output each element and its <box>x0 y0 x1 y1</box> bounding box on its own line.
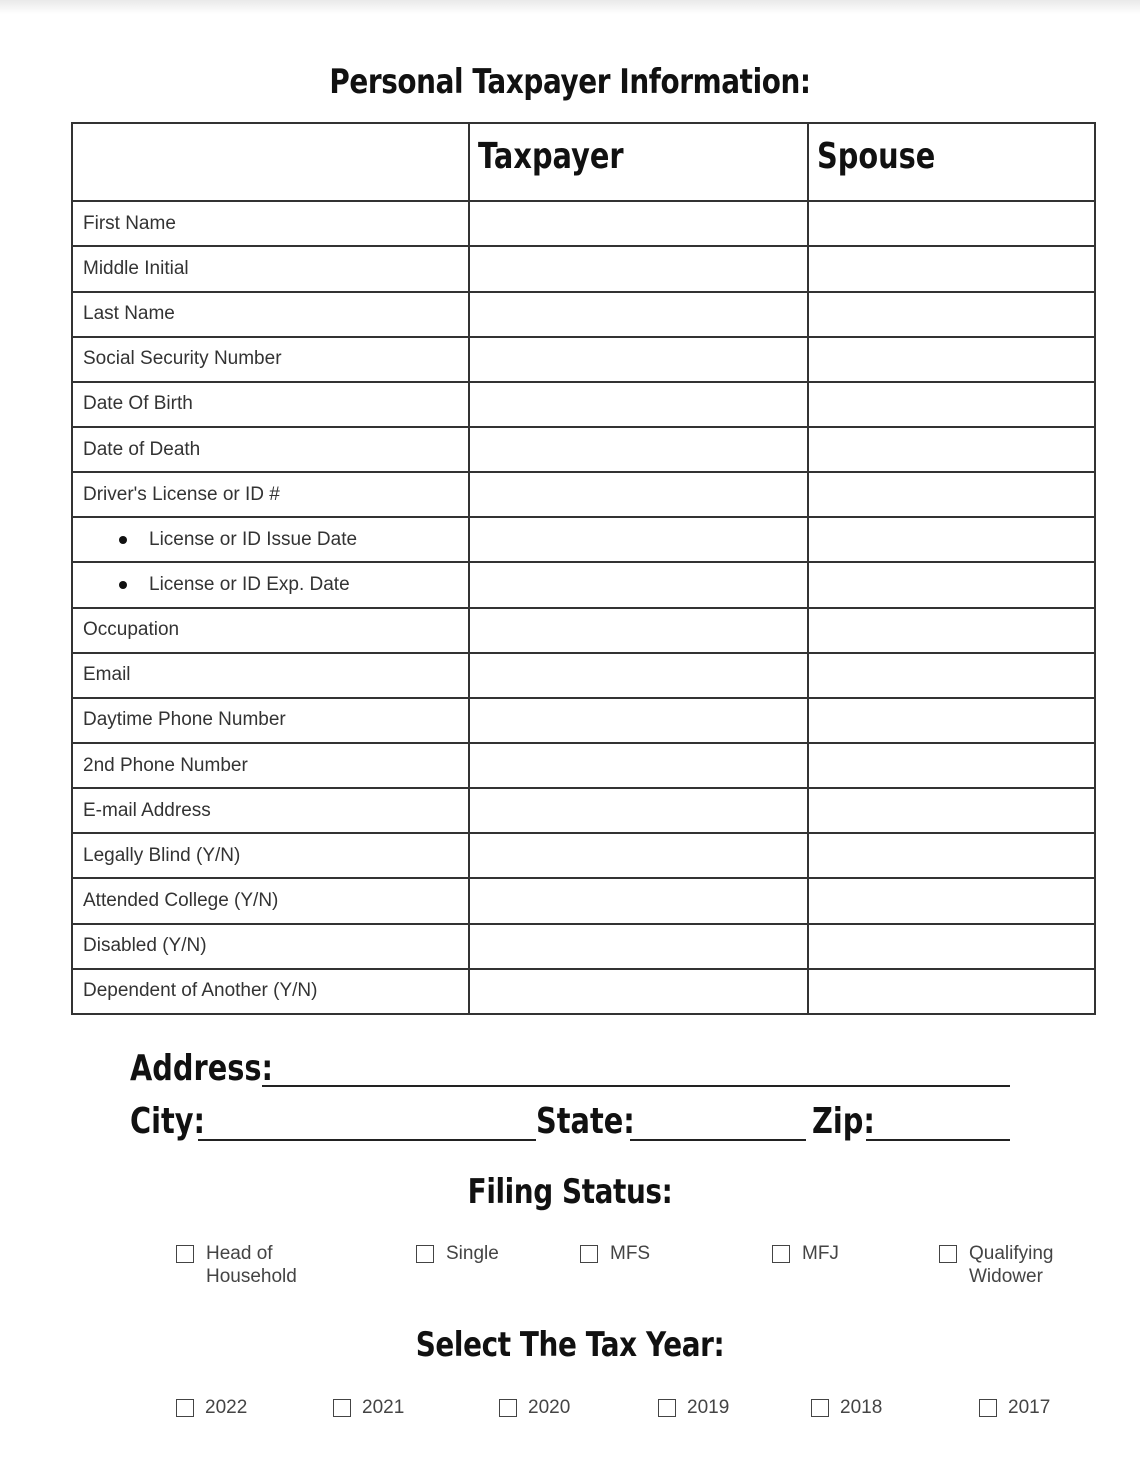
row-label: Email <box>83 664 131 686</box>
taxpayer-field[interactable] <box>469 201 808 246</box>
checkbox-qualifying-widower[interactable] <box>939 1245 957 1263</box>
table-row <box>72 427 1095 472</box>
row-label: 2nd Phone Number <box>83 754 248 776</box>
table-row <box>72 517 1095 562</box>
table-row <box>72 608 1095 653</box>
checkbox-year-2018[interactable] <box>811 1399 829 1417</box>
taxpayer-field[interactable] <box>469 743 808 788</box>
row-label-cell <box>72 653 469 698</box>
spouse-field[interactable] <box>808 427 1095 472</box>
table-row <box>72 292 1095 337</box>
table-row <box>72 788 1095 833</box>
row-label-cell <box>72 924 469 969</box>
spouse-field[interactable] <box>808 833 1095 878</box>
taxpayer-field[interactable] <box>469 292 808 337</box>
table-row <box>72 698 1095 743</box>
row-label: Attended College (Y/N) <box>83 889 279 911</box>
row-label: Disabled (Y/N) <box>83 935 207 957</box>
row-label: E-mail Address <box>83 799 211 821</box>
city-label: City: <box>130 1101 206 1142</box>
table-row <box>72 924 1095 969</box>
city-field[interactable] <box>198 1139 536 1141</box>
label-mfj: MFJ <box>802 1243 839 1264</box>
header-spouse: Spouse <box>808 123 1095 201</box>
row-label: Last Name <box>83 303 175 325</box>
row-label: First Name <box>83 212 176 234</box>
table-header-row <box>72 123 1095 201</box>
spouse-field[interactable] <box>808 562 1095 607</box>
taxpayer-field[interactable] <box>469 608 808 653</box>
taxpayer-field[interactable] <box>469 788 808 833</box>
row-label-cell <box>72 246 469 291</box>
taxpayer-field[interactable] <box>469 562 808 607</box>
state-label: State: <box>536 1101 635 1142</box>
row-label: Daytime Phone Number <box>83 709 286 731</box>
row-label: Occupation <box>83 619 180 641</box>
table-row <box>72 743 1095 788</box>
row-label: Legally Blind (Y/N) <box>83 844 241 866</box>
taxpayer-field[interactable] <box>469 427 808 472</box>
address-label: Address: <box>130 1048 274 1089</box>
header-blank-cell <box>72 123 469 201</box>
row-label: License or ID Issue Date <box>149 528 358 550</box>
row-label: Middle Initial <box>83 257 189 279</box>
row-label-cell <box>72 337 469 382</box>
spouse-field[interactable] <box>808 743 1095 788</box>
zip-field[interactable] <box>866 1139 1010 1141</box>
row-label-cell <box>72 427 469 472</box>
page-title: Personal Taxpayer Information: <box>329 62 811 102</box>
taxpayer-field[interactable] <box>469 924 808 969</box>
spouse-field[interactable] <box>808 517 1095 562</box>
checkbox-single[interactable] <box>416 1245 434 1263</box>
spouse-field[interactable] <box>808 472 1095 517</box>
row-label-cell <box>72 562 469 607</box>
checkbox-head-of-household[interactable] <box>176 1245 194 1263</box>
row-label: License or ID Exp. Date <box>149 573 350 595</box>
table-row <box>72 472 1095 517</box>
taxpayer-field[interactable] <box>469 472 808 517</box>
state-field[interactable] <box>630 1139 806 1141</box>
taxpayer-info-table <box>71 122 1096 1015</box>
label-year-2017: 2017 <box>1008 1397 1051 1418</box>
checkbox-year-2022[interactable] <box>176 1399 194 1417</box>
spouse-field[interactable] <box>808 246 1095 291</box>
row-label: Social Security Number <box>83 348 282 370</box>
table-row <box>72 878 1095 923</box>
page-top-shade <box>0 0 1140 14</box>
row-label: Dependent of Another (Y/N) <box>83 980 318 1002</box>
checkbox-year-2019[interactable] <box>658 1399 676 1417</box>
table-row <box>72 562 1095 607</box>
taxpayer-field[interactable] <box>469 246 808 291</box>
label-head-of-household: Head of Household <box>206 1243 297 1287</box>
spouse-field[interactable] <box>808 878 1095 923</box>
taxpayer-field[interactable] <box>469 382 808 427</box>
header-taxpayer: Taxpayer <box>469 123 808 201</box>
taxpayer-field[interactable] <box>469 833 808 878</box>
taxpayer-field[interactable] <box>469 337 808 382</box>
row-label-cell <box>72 608 469 653</box>
row-label-cell <box>72 833 469 878</box>
bullet-icon <box>119 536 127 544</box>
spouse-field[interactable] <box>808 382 1095 427</box>
spouse-field[interactable] <box>808 608 1095 653</box>
spouse-field[interactable] <box>808 698 1095 743</box>
table-row <box>72 382 1095 427</box>
taxpayer-field[interactable] <box>469 517 808 562</box>
address-field[interactable] <box>262 1085 1010 1087</box>
row-label-cell <box>72 788 469 833</box>
label-qualifying-widower: Qualifying Widower <box>969 1243 1054 1287</box>
row-label: Date Of Birth <box>83 393 193 415</box>
label-mfs: MFS <box>610 1243 651 1264</box>
row-label-cell <box>72 292 469 337</box>
checkbox-year-2021[interactable] <box>333 1399 351 1417</box>
checkbox-mfj[interactable] <box>772 1245 790 1263</box>
zip-label: Zip: <box>812 1101 875 1142</box>
label-year-2022: 2022 <box>205 1397 248 1418</box>
table-row <box>72 833 1095 878</box>
taxpayer-field[interactable] <box>469 653 808 698</box>
spouse-field[interactable] <box>808 337 1095 382</box>
table-row <box>72 653 1095 698</box>
spouse-field[interactable] <box>808 924 1095 969</box>
spouse-field[interactable] <box>808 969 1095 1014</box>
label-year-2019: 2019 <box>687 1397 730 1418</box>
table-row <box>72 246 1095 291</box>
bullet-icon <box>119 581 127 589</box>
row-label: Driver's License or ID # <box>83 483 280 505</box>
label-single: Single <box>446 1243 499 1264</box>
spouse-field[interactable] <box>808 201 1095 246</box>
row-label: Date of Death <box>83 438 201 460</box>
row-label-cell <box>72 698 469 743</box>
spouse-field[interactable] <box>808 292 1095 337</box>
taxpayer-field[interactable] <box>469 969 808 1014</box>
spouse-field[interactable] <box>808 653 1095 698</box>
table-row <box>72 337 1095 382</box>
checkbox-year-2020[interactable] <box>499 1399 517 1417</box>
label-year-2018: 2018 <box>840 1397 883 1418</box>
tax-year-title: Select The Tax Year: <box>415 1325 725 1365</box>
checkbox-mfs[interactable] <box>580 1245 598 1263</box>
row-label-cell <box>72 201 469 246</box>
table-row <box>72 969 1095 1014</box>
label-year-2020: 2020 <box>528 1397 571 1418</box>
filing-status-title: Filing Status: <box>467 1172 673 1212</box>
taxpayer-field[interactable] <box>469 698 808 743</box>
label-year-2021: 2021 <box>362 1397 405 1418</box>
row-label-cell <box>72 517 469 562</box>
row-label-cell <box>72 472 469 517</box>
taxpayer-field[interactable] <box>469 878 808 923</box>
row-label-cell <box>72 743 469 788</box>
row-label-cell <box>72 969 469 1014</box>
checkbox-year-2017[interactable] <box>979 1399 997 1417</box>
row-label-cell <box>72 878 469 923</box>
row-label-cell <box>72 382 469 427</box>
table-row <box>72 201 1095 246</box>
spouse-field[interactable] <box>808 788 1095 833</box>
